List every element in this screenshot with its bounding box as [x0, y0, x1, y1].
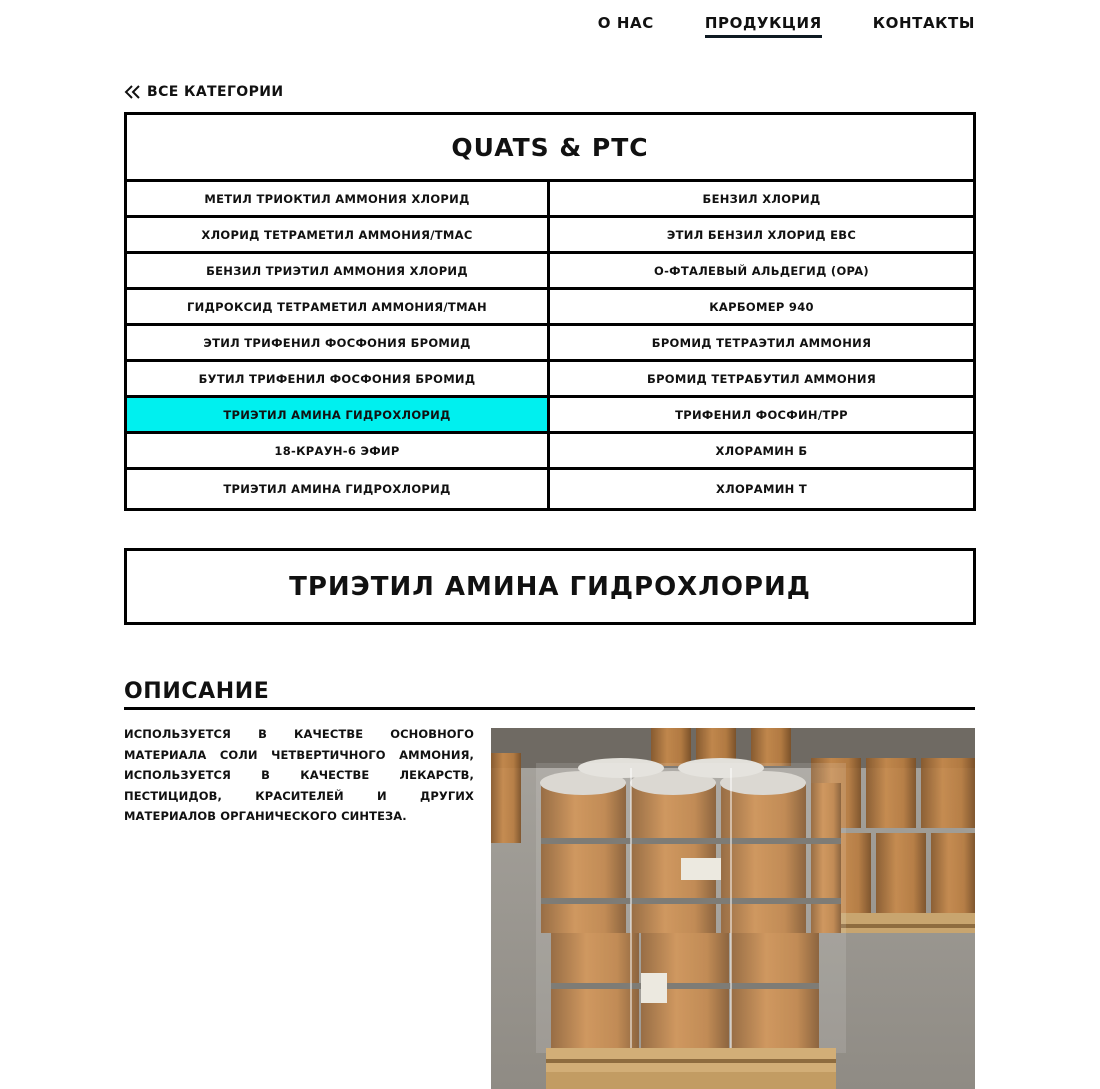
product-link[interactable]: БРОМИД ТЕТРАБУТИЛ АММОНИЯ	[550, 362, 973, 398]
product-grid	[127, 182, 973, 508]
product-link[interactable]: ТРИФЕНИЛ ФОСФИН/TPP	[550, 398, 973, 434]
product-link[interactable]: ХЛОРИД ТЕТРАМЕТИЛ АММОНИЯ/TMAC	[127, 218, 550, 254]
product-link[interactable]: МЕТИЛ ТРИОКТИЛ АММОНИЯ ХЛОРИД	[127, 182, 550, 218]
double-chevron-left-icon	[124, 85, 141, 99]
all-categories-link[interactable]	[124, 84, 284, 100]
product-link-active[interactable]: ТРИЭТИЛ АМИНА ГИДРОХЛОРИД	[127, 398, 550, 434]
category-table	[124, 112, 976, 511]
product-title: ТРИЭТИЛ АМИНА ГИДРОХЛОРИД	[124, 548, 976, 625]
product-link[interactable]: ЭТИЛ ТРИФЕНИЛ ФОСФОНИЯ БРОМИД	[127, 326, 550, 362]
nav-products[interactable]: ПРОДУКЦИЯ	[705, 14, 822, 38]
product-link[interactable]: О-ФТАЛЕВЫЙ АЛЬДЕГИД (OPA)	[550, 254, 973, 290]
product-link[interactable]: КАРБОМЕР 940	[550, 290, 973, 326]
product-link[interactable]: БЕНЗИЛ ХЛОРИД	[550, 182, 973, 218]
nav-contacts[interactable]: КОНТАКТЫ	[872, 14, 975, 32]
description-text: ИСПОЛЬЗУЕТСЯ В КАЧЕСТВЕ ОСНОВНОГО МАТЕРИАЛА СОЛИ ЧЕТВЕРТИЧНОГО АММОНИЯ, ИСПОЛЬЗУЕТСЯ В КАЧЕСТВЕ ЛЕКАРСТВ, ПЕСТИЦИДОВ, КРАСИТЕЛЕЙ И ДРУГИХ МАТЕРИАЛОВ ОРГАНИЧЕСКОГО СИНТЕЗА.	[124, 727, 474, 823]
product-link[interactable]: ХЛОРАМИН Б	[550, 434, 973, 470]
description-heading: ОПИСАНИЕ	[124, 679, 975, 710]
all-categories-label: ВСЕ КАТЕГОРИИ	[147, 84, 284, 100]
product-link[interactable]: БУТИЛ ТРИФЕНИЛ ФОСФОНИЯ БРОМИД	[127, 362, 550, 398]
product-link[interactable]: ЭТИЛ БЕНЗИЛ ХЛОРИД EBC	[550, 218, 973, 254]
product-link[interactable]: ТРИЭТИЛ АМИНА ГИДРОХЛОРИД	[127, 470, 550, 508]
nav-about[interactable]: О НАС	[597, 14, 654, 32]
product-link[interactable]: БЕНЗИЛ ТРИЭТИЛ АММОНИЯ ХЛОРИД	[127, 254, 550, 290]
product-link[interactable]: ХЛОРАМИН Т	[715, 482, 808, 496]
category-title: QUATS & PTC	[127, 115, 973, 182]
top-nav	[598, 14, 975, 38]
product-link[interactable]: ГИДРОКСИД ТЕТРАМЕТИЛ АММОНИЯ/TMAH	[127, 290, 550, 326]
product-link[interactable]: 18-КРАУН-6 ЭФИР	[127, 434, 550, 470]
product-link[interactable]: БРОМИД ТЕТРАЭТИЛ АММОНИЯ	[550, 326, 973, 362]
product-photo	[491, 728, 975, 1089]
